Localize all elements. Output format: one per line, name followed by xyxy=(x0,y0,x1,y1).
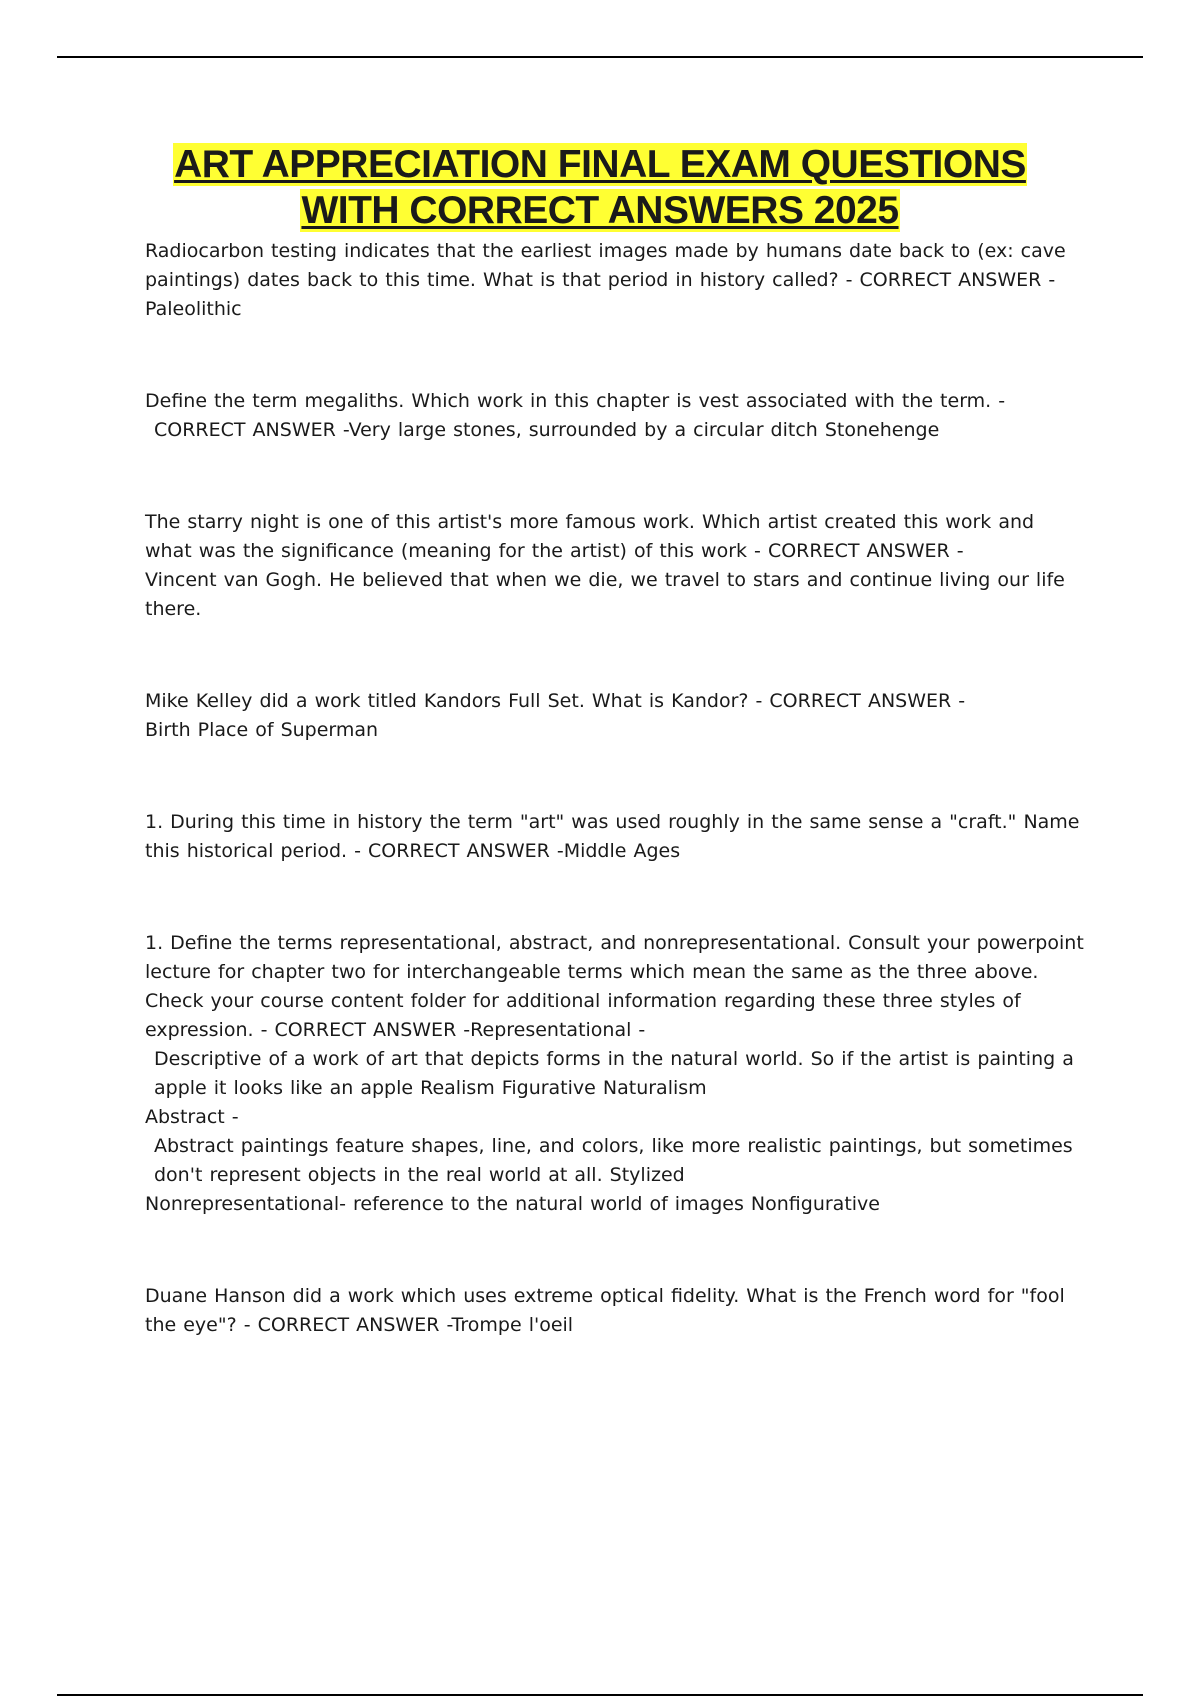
title-line-2: WITH CORRECT ANSWERS 2025 xyxy=(301,189,899,232)
question-text: Duane Hanson did a work which uses extreme optical fidelity. What is the French word for "fool the eye"? - CORRECT ANSWER -Trompe l'oeil xyxy=(145,1285,1065,1336)
qa-item xyxy=(145,687,1085,745)
bottom-rule xyxy=(57,1694,1143,1696)
qa-item xyxy=(145,387,1085,445)
question-text: Mike Kelley did a work titled Kandors Full Set. What is Kandor? - CORRECT ANSWER - xyxy=(145,690,966,712)
question-text: 1. Define the terms representational, abstract, and nonrepresentational. Consult your powerpoint lecture for chapter two for interchangeable terms which mean the same as the three above. Check your course content folder for additional information regarding these three styles of expression. - CORRECT ANSWER -Representational - xyxy=(145,932,1084,1041)
answer-text: CORRECT ANSWER -Very large stones, surrounded by a circular ditch Stonehenge xyxy=(154,419,940,441)
qa-item xyxy=(145,237,1085,324)
qa-list xyxy=(145,237,1085,1403)
qa-item xyxy=(145,1282,1085,1340)
answer-text: Paleolithic xyxy=(145,298,242,320)
top-rule xyxy=(57,56,1143,58)
document-title xyxy=(100,142,1100,234)
qa-item xyxy=(145,808,1085,866)
answer-text: Vincent van Gogh. He believed that when we die, we travel to stars and continue living our life there. xyxy=(145,569,1065,620)
qa-item xyxy=(145,929,1085,1219)
question-text: 1. During this time in history the term "art" was used roughly in the same sense a "craft." Name this historical period. - CORRECT ANSWER -Middle Ages xyxy=(145,811,1080,862)
abstract-label: Abstract - xyxy=(145,1106,239,1128)
title-line-1: ART APPRECIATION FINAL EXAM QUESTIONS xyxy=(174,143,1026,186)
question-text: The starry night is one of this artist's more famous work. Which artist created this work and what was the significance (meaning for the artist) of this work - CORRECT ANSWER - xyxy=(145,511,1035,562)
question-text: Radiocarbon testing indicates that the earliest images made by humans date back to (ex: cave paintings) dates back to this time. What is that period in history called? - CORRECT ANSWER - xyxy=(145,240,1066,291)
nonrepresentational-text: Nonrepresentational- reference to the natural world of images Nonfigurative xyxy=(145,1193,880,1215)
abstract-text: Abstract paintings feature shapes, line, and colors, like more realistic paintings, but sometimes don't represent objects in the real world at all. Stylized xyxy=(154,1135,1073,1186)
answer-text: Birth Place of Superman xyxy=(145,719,379,741)
answer-text: Descriptive of a work of art that depicts forms in the natural world. So if the artist is painting a apple it looks like an apple Realism Figurative Naturalism xyxy=(154,1048,1074,1099)
qa-item xyxy=(145,508,1085,624)
question-text: Define the term megaliths. Which work in this chapter is vest associated with the term. - xyxy=(145,390,1006,412)
